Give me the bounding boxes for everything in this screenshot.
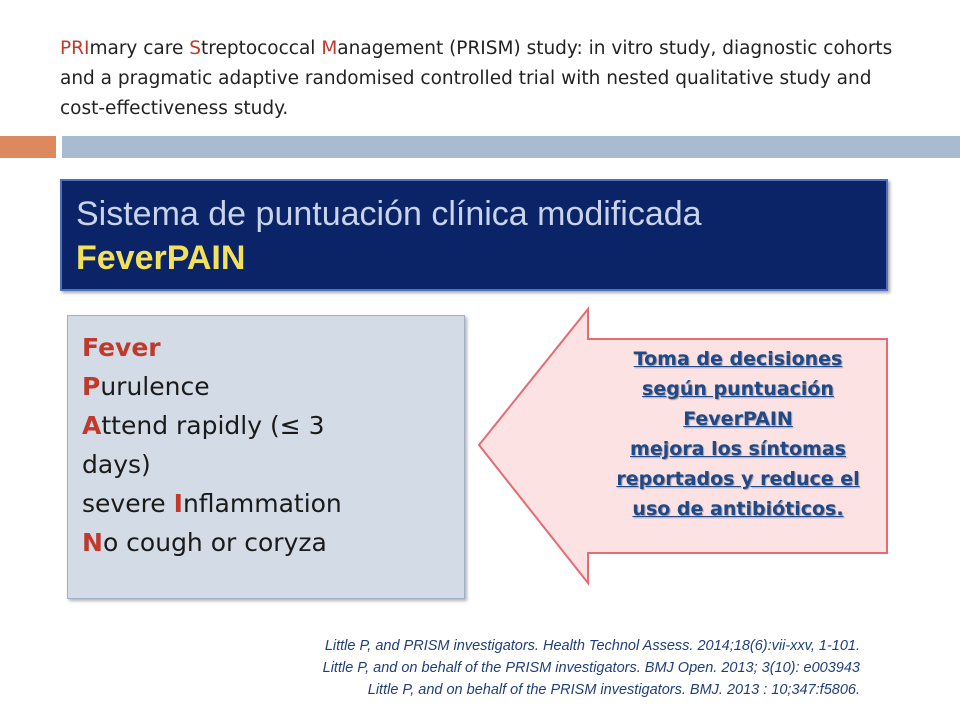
criterion-initial-i: I bbox=[173, 489, 183, 518]
title-text-3: anagement (PRISM) study: in vitro study, diagnostic cohorts and a pragmatic adaptive randomised controlled trial with nested qualitative study and cost-effectiveness study. bbox=[60, 38, 893, 119]
callout-line-2: según puntuación bbox=[642, 378, 834, 400]
decorative-rule-orange bbox=[0, 136, 56, 158]
heading-banner bbox=[60, 179, 888, 291]
callout-line-1: Toma de decisiones bbox=[633, 348, 843, 370]
title-acronym-s: S bbox=[189, 38, 201, 59]
criterion-purulence-text: urulence bbox=[100, 372, 210, 401]
criterion-attend-text: ttend rapidly (≤ 3 bbox=[101, 411, 325, 440]
title-text-2: treptococcal bbox=[200, 38, 322, 59]
callout-line-3: FeverPAIN bbox=[683, 408, 793, 430]
callout-text bbox=[592, 344, 884, 524]
criterion-initial-p: P bbox=[82, 372, 101, 401]
criterion-initial-a: A bbox=[82, 411, 102, 440]
criterion-initial-n: N bbox=[82, 528, 103, 557]
title-text-1: mary care bbox=[89, 38, 190, 59]
banner-heading: Sistema de puntuación clínica modificada bbox=[76, 195, 702, 233]
criterion-nocough-text: o cough or coryza bbox=[102, 528, 327, 557]
title-acronym-m: M bbox=[321, 38, 338, 59]
criterion-attend-cont: days) bbox=[82, 450, 151, 479]
criteria-box bbox=[67, 315, 465, 599]
banner-subheading: FeverPAIN bbox=[76, 239, 246, 277]
criterion-inflam-prefix: severe bbox=[82, 489, 174, 518]
criterion-attend bbox=[82, 406, 464, 445]
callout-line-5: reportados y reduce el bbox=[616, 468, 860, 490]
reference-1: Little P, and PRISM investigators. Health Technol Assess. 2014;18(6):vii-xxv, 1-101. bbox=[324, 638, 860, 654]
criterion-no-cough bbox=[82, 523, 464, 562]
reference-2: Little P, and on behalf of the PRISM investigators. BMJ Open. 2013; 3(10): e003943 bbox=[322, 660, 860, 676]
slide-title bbox=[60, 34, 920, 124]
callout-line-4: mejora los síntomas bbox=[630, 438, 846, 460]
title-acronym-pri: PRI bbox=[60, 38, 90, 59]
callout-line-6: uso de antibióticos. bbox=[632, 498, 844, 520]
decorative-rule-blue bbox=[62, 136, 960, 158]
criterion-inflammation bbox=[82, 484, 464, 523]
references bbox=[120, 635, 860, 701]
criterion-inflam-text: nflammation bbox=[182, 489, 342, 518]
criterion-fever: Fever bbox=[82, 333, 161, 362]
reference-3: Little P, and on behalf of the PRISM investigators. BMJ. 2013 : 10;347:f5806. bbox=[367, 682, 860, 698]
criterion-purulence bbox=[82, 367, 464, 406]
